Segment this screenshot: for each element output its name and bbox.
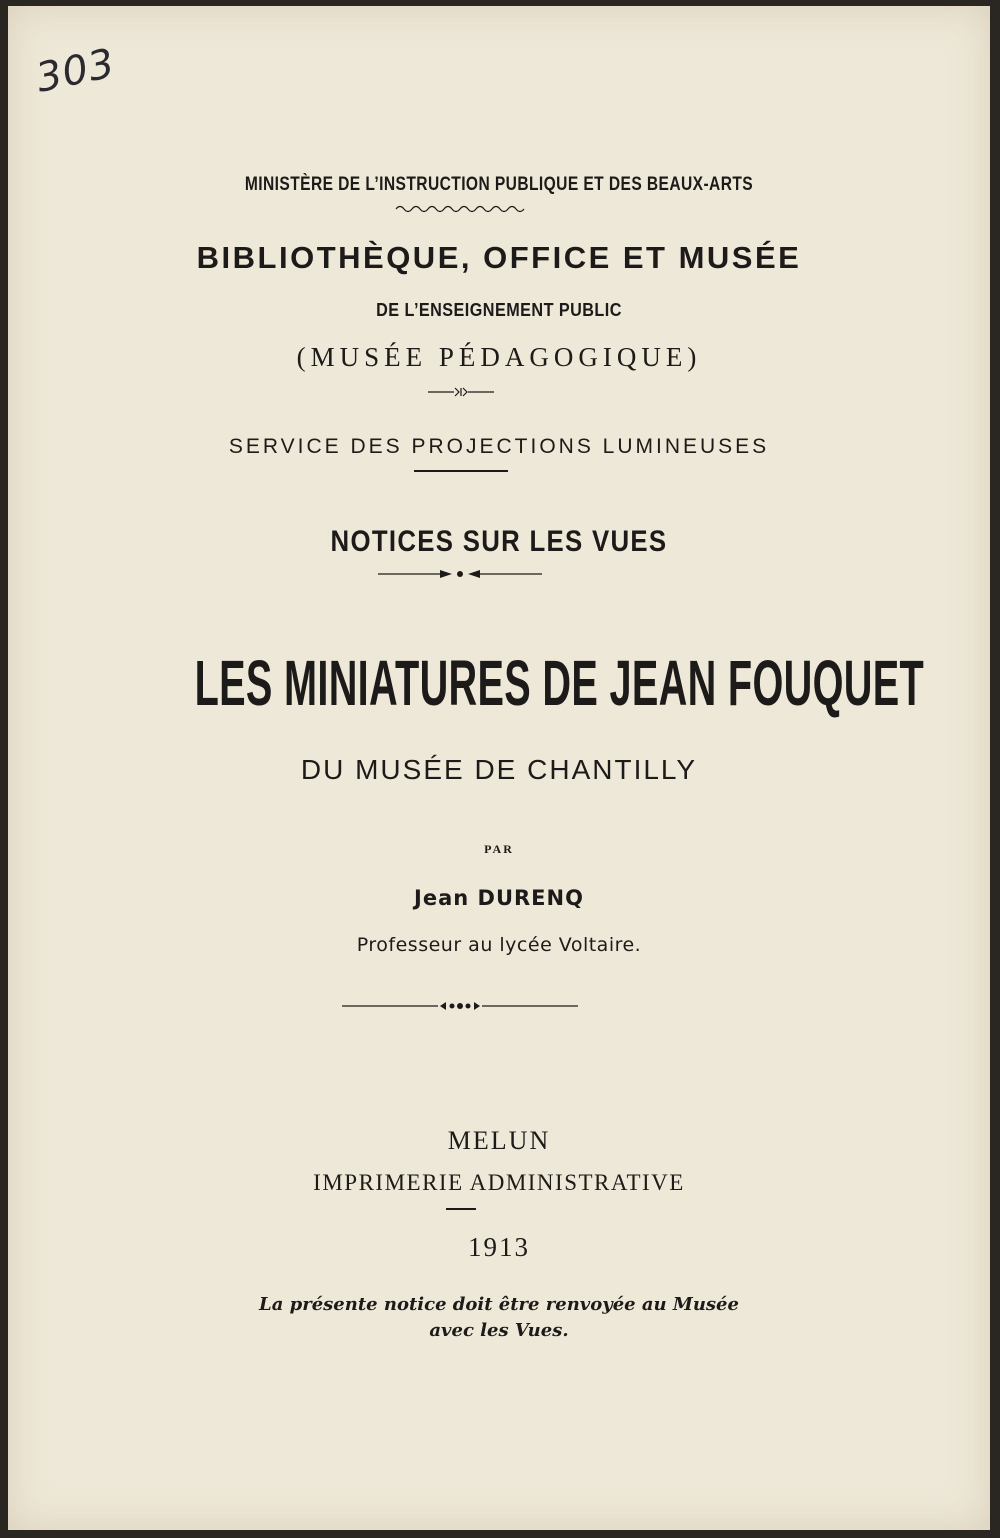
author-name: Jean DURENQ [414, 886, 584, 910]
imprint-year: 1913 [468, 1232, 530, 1262]
institution-subtitle: DE L’ENSEIGNEMENT PUBLIC [376, 300, 622, 320]
ministry-heading: MINISTÈRE DE L’INSTRUCTION PUBLIQUE ET DES BEAUX-ARTS [244, 174, 754, 195]
service-heading: SERVICE DES PROJECTIONS LUMINEUSES [228, 435, 770, 458]
by-label: PAR [484, 842, 514, 856]
series-heading: NOTICES SUR LES VUES [330, 525, 668, 558]
imprint-printer: IMPRIMERIE ADMINISTRATIVE [313, 1170, 685, 1195]
horizontal-rule [414, 470, 508, 472]
return-notice-line-2: avec les Vues. [429, 1320, 569, 1341]
arrow-ornament-divider [378, 568, 542, 580]
work-title: LES MINIATURES DE JEAN FOUQUET [194, 647, 925, 719]
document-page [8, 6, 990, 1530]
institution-parenthetical: (MUSÉE PÉDAGOGIQUE) [296, 342, 702, 372]
handwritten-page-number: 303 [32, 40, 120, 102]
small-ornament-divider [428, 387, 494, 397]
institution-title: BIBLIOTHÈQUE, OFFICE ET MUSÉE [196, 240, 802, 275]
beaded-ornament-divider [342, 1000, 578, 1012]
imprint-city: MELUN [447, 1126, 551, 1155]
return-notice-line-1: La présente notice doit être renvoyée au Musée [259, 1294, 739, 1315]
wavy-divider [396, 204, 526, 214]
work-subtitle: DU MUSÉE DE CHANTILLY [300, 754, 698, 785]
author-role: Professeur au lycée Voltaire. [356, 934, 642, 956]
short-rule [446, 1208, 476, 1210]
